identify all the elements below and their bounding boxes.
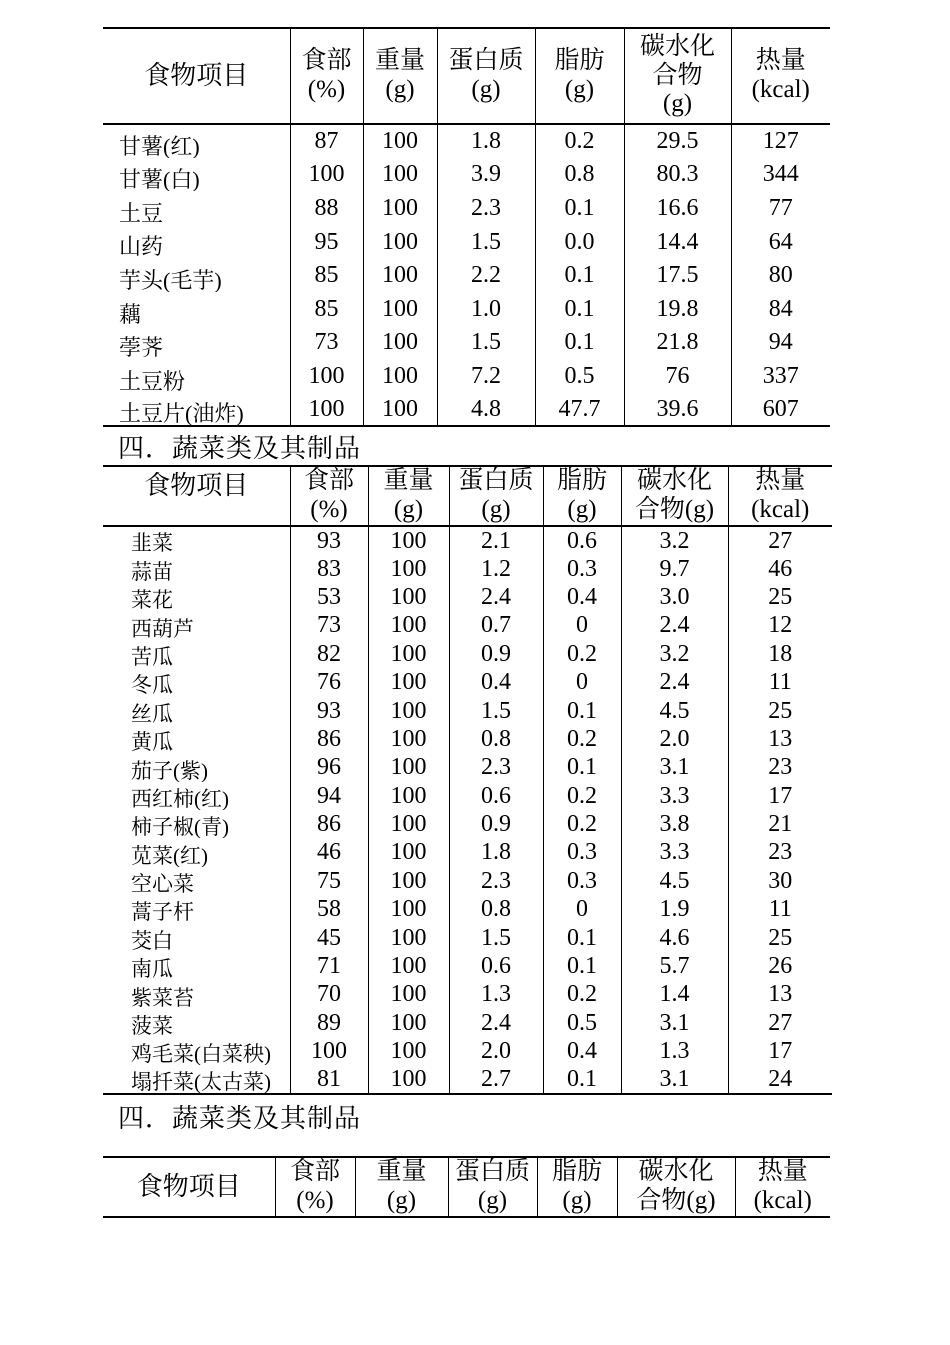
edible-portion-cell: 83 xyxy=(290,554,368,582)
energy-cell: 13 xyxy=(728,725,832,753)
energy-cell: 607 xyxy=(731,393,830,427)
table-row xyxy=(103,583,832,611)
protein-cell: 4.8 xyxy=(437,393,535,427)
energy-cell: 64 xyxy=(731,225,830,259)
food-name-cell: 塌扦菜(太古菜) xyxy=(131,1069,271,1094)
fat-cell: 0.2 xyxy=(543,980,621,1008)
table-row xyxy=(103,782,832,810)
food-name-cell: 苦瓜 xyxy=(131,644,173,668)
weight-cell: 100 xyxy=(368,554,449,582)
food-name-cell: 芋头(毛芋) xyxy=(119,267,222,292)
energy-cell: 11 xyxy=(728,895,832,923)
food-name-cell: 南瓜 xyxy=(131,957,173,981)
energy-cell: 344 xyxy=(731,158,830,192)
edible-portion-cell: 96 xyxy=(290,753,368,781)
fat-cell: 0.2 xyxy=(543,782,621,810)
energy-cell: 94 xyxy=(731,326,830,360)
fat-cell: 0.5 xyxy=(543,1009,621,1037)
fat-cell: 0.2 xyxy=(543,810,621,838)
food-name-cell: 黄瓜 xyxy=(131,730,173,754)
carbohydrate-cell: 3.0 xyxy=(621,583,728,611)
fat-cell: 0.1 xyxy=(535,292,624,326)
table-row xyxy=(103,526,832,554)
protein-cell: 2.0 xyxy=(449,1037,543,1065)
energy-cell: 25 xyxy=(728,583,832,611)
section-title: 四．蔬菜类及其制品 xyxy=(118,1104,362,1133)
header-protein: 蛋白质 (g) xyxy=(437,28,535,124)
weight-cell: 100 xyxy=(363,124,437,158)
food-name-cell: 丝瓜 xyxy=(131,701,173,725)
protein-cell: 0.6 xyxy=(449,952,543,980)
edible-portion-cell: 76 xyxy=(290,668,368,696)
edible-portion-cell: 85 xyxy=(290,258,363,292)
weight-cell: 100 xyxy=(368,867,449,895)
food-name-cell: 冬瓜 xyxy=(131,673,173,697)
carbohydrate-cell: 1.3 xyxy=(621,1037,728,1065)
edible-portion-cell: 100 xyxy=(290,393,363,427)
edible-portion-cell: 46 xyxy=(290,838,368,866)
edible-portion-cell: 82 xyxy=(290,640,368,668)
header-carbohydrate: 碳水化 合物 (g) xyxy=(624,28,731,124)
edible-portion-cell: 88 xyxy=(290,191,363,225)
food-name-cell: 菠菜 xyxy=(131,1014,173,1038)
energy-cell: 80 xyxy=(731,258,830,292)
table-row xyxy=(103,725,832,753)
protein-cell: 2.1 xyxy=(449,526,543,554)
edible-portion-cell: 45 xyxy=(290,923,368,951)
energy-cell: 25 xyxy=(728,923,832,951)
energy-cell: 77 xyxy=(731,191,830,225)
table-body xyxy=(103,124,830,426)
edible-portion-cell: 93 xyxy=(290,696,368,724)
table-row xyxy=(103,292,830,326)
weight-cell: 100 xyxy=(363,258,437,292)
weight-cell: 100 xyxy=(368,753,449,781)
header-weight: 重量 (g) xyxy=(363,28,437,124)
weight-cell: 100 xyxy=(368,923,449,951)
header-food-item: 食物项目 xyxy=(136,1171,241,1201)
food-name-cell: 空心菜 xyxy=(131,872,194,896)
carbohydrate-cell: 3.1 xyxy=(621,1009,728,1037)
fat-cell: 0.3 xyxy=(543,554,621,582)
edible-portion-cell: 86 xyxy=(290,725,368,753)
carbohydrate-cell: 1.9 xyxy=(621,895,728,923)
food-name-cell: 茄子(紫) xyxy=(131,758,208,782)
energy-cell: 84 xyxy=(731,292,830,326)
fat-cell: 0.1 xyxy=(543,1065,621,1093)
fat-cell: 0.4 xyxy=(543,583,621,611)
weight-cell: 100 xyxy=(368,895,449,923)
fat-cell: 0 xyxy=(543,668,621,696)
fat-cell: 0.3 xyxy=(543,838,621,866)
table-row xyxy=(103,1009,832,1037)
protein-cell: 1.5 xyxy=(437,225,535,259)
edible-portion-cell: 100 xyxy=(290,158,363,192)
table-row xyxy=(103,810,832,838)
energy-cell: 21 xyxy=(728,810,832,838)
carbohydrate-cell: 39.6 xyxy=(624,393,731,427)
protein-cell: 2.2 xyxy=(437,258,535,292)
protein-cell: 2.3 xyxy=(449,753,543,781)
weight-cell: 100 xyxy=(368,1037,449,1065)
protein-cell: 0.9 xyxy=(449,810,543,838)
carbohydrate-cell: 4.6 xyxy=(621,923,728,951)
food-name-cell: 蒜苗 xyxy=(131,559,173,583)
header-food-item: 食物项目 xyxy=(103,466,290,526)
food-name-cell: 土豆粉 xyxy=(119,368,186,393)
fat-cell: 0.1 xyxy=(535,191,624,225)
energy-cell: 27 xyxy=(728,526,832,554)
weight-cell: 100 xyxy=(363,292,437,326)
carbohydrate-cell: 76 xyxy=(624,359,731,393)
carbohydrate-cell: 2.4 xyxy=(621,668,728,696)
table-row xyxy=(103,980,832,1008)
header-fat: 脂肪 (g) xyxy=(543,466,621,526)
table-header-row xyxy=(103,28,830,124)
food-name-cell: 藕 xyxy=(119,301,142,326)
fat-cell: 0.5 xyxy=(535,359,624,393)
weight-cell: 100 xyxy=(368,526,449,554)
header-protein: 蛋白质 (g) xyxy=(449,466,543,526)
energy-cell: 18 xyxy=(728,640,832,668)
fat-cell: 0 xyxy=(543,895,621,923)
energy-cell: 30 xyxy=(728,867,832,895)
header-weight: 重量 (g) xyxy=(355,1157,448,1217)
nutrition-table-tubers xyxy=(103,27,830,427)
protein-cell: 2.3 xyxy=(437,191,535,225)
header-energy: 热量 (kcal) xyxy=(735,1157,830,1217)
edible-portion-cell: 85 xyxy=(290,292,363,326)
weight-cell: 100 xyxy=(368,1009,449,1037)
protein-cell: 0.4 xyxy=(449,668,543,696)
weight-cell: 100 xyxy=(368,725,449,753)
header-edible-portion: 食部 (%) xyxy=(275,1157,355,1217)
weight-cell: 100 xyxy=(363,326,437,360)
table-row xyxy=(103,554,832,582)
food-name-cell: 西葫芦 xyxy=(131,616,194,640)
food-name-cell: 鸡毛菜(白菜秧) xyxy=(131,1042,271,1066)
fat-cell: 0.1 xyxy=(543,952,621,980)
carbohydrate-cell: 2.0 xyxy=(621,725,728,753)
table-row xyxy=(103,1065,832,1093)
fat-cell: 0.1 xyxy=(535,258,624,292)
fat-cell: 0 xyxy=(543,611,621,639)
edible-portion-cell: 86 xyxy=(290,810,368,838)
energy-cell: 23 xyxy=(728,753,832,781)
table-row xyxy=(103,753,832,781)
food-name-cell: 山药 xyxy=(119,234,164,259)
carbohydrate-cell: 5.7 xyxy=(621,952,728,980)
energy-cell: 12 xyxy=(728,611,832,639)
protein-cell: 0.7 xyxy=(449,611,543,639)
carbohydrate-cell: 1.4 xyxy=(621,980,728,1008)
protein-cell: 7.2 xyxy=(437,359,535,393)
fat-cell: 0.2 xyxy=(535,124,624,158)
energy-cell: 17 xyxy=(728,782,832,810)
weight-cell: 100 xyxy=(363,359,437,393)
protein-cell: 2.3 xyxy=(449,867,543,895)
protein-cell: 0.9 xyxy=(449,640,543,668)
table-row xyxy=(103,359,830,393)
energy-cell: 337 xyxy=(731,359,830,393)
energy-cell: 46 xyxy=(728,554,832,582)
fat-cell: 0.8 xyxy=(535,158,624,192)
fat-cell: 0.4 xyxy=(543,1037,621,1065)
weight-cell: 100 xyxy=(368,782,449,810)
energy-cell: 11 xyxy=(728,668,832,696)
carbohydrate-cell: 19.8 xyxy=(624,292,731,326)
table-row xyxy=(103,191,830,225)
energy-cell: 26 xyxy=(728,952,832,980)
food-name-cell: 茭白 xyxy=(131,928,173,952)
energy-cell: 25 xyxy=(728,696,832,724)
table-row xyxy=(103,326,830,360)
fat-cell: 0.0 xyxy=(535,225,624,259)
weight-cell: 100 xyxy=(363,191,437,225)
weight-cell: 100 xyxy=(363,158,437,192)
header-energy: 热量 (kcal) xyxy=(731,28,830,124)
fat-cell: 0.1 xyxy=(543,696,621,724)
carbohydrate-cell: 3.1 xyxy=(621,1065,728,1093)
energy-cell: 17 xyxy=(728,1037,832,1065)
food-name-cell: 紫菜苔 xyxy=(131,985,194,1009)
header-fat: 脂肪 (g) xyxy=(537,1157,617,1217)
table-row xyxy=(103,668,832,696)
weight-cell: 100 xyxy=(363,393,437,427)
food-name-cell: 土豆 xyxy=(119,200,164,225)
food-name-cell: 荸荠 xyxy=(119,335,164,360)
table-row xyxy=(103,952,832,980)
carbohydrate-cell: 3.3 xyxy=(621,782,728,810)
food-name-cell: 菜花 xyxy=(131,588,173,612)
weight-cell: 100 xyxy=(368,696,449,724)
fat-cell: 0.3 xyxy=(543,867,621,895)
nutrition-table-vegetables xyxy=(103,465,832,1095)
carbohydrate-cell: 4.5 xyxy=(621,696,728,724)
food-name-cell: 土豆片(油炸) xyxy=(119,401,244,427)
weight-cell: 100 xyxy=(368,611,449,639)
edible-portion-cell: 100 xyxy=(290,359,363,393)
protein-cell: 1.8 xyxy=(449,838,543,866)
carbohydrate-cell: 3.3 xyxy=(621,838,728,866)
weight-cell: 100 xyxy=(368,583,449,611)
table-row xyxy=(103,696,832,724)
table-row xyxy=(103,1037,832,1065)
weight-cell: 100 xyxy=(363,225,437,259)
carbohydrate-cell: 4.5 xyxy=(621,867,728,895)
protein-cell: 1.2 xyxy=(449,554,543,582)
edible-portion-cell: 95 xyxy=(290,225,363,259)
carbohydrate-cell: 14.4 xyxy=(624,225,731,259)
header-carbohydrate: 碳水化 合物(g) xyxy=(621,466,728,526)
fat-cell: 0.6 xyxy=(543,526,621,554)
edible-portion-cell: 71 xyxy=(290,952,368,980)
protein-cell: 0.8 xyxy=(449,725,543,753)
protein-cell: 2.4 xyxy=(449,1009,543,1037)
edible-portion-cell: 73 xyxy=(290,611,368,639)
carbohydrate-cell: 3.8 xyxy=(621,810,728,838)
carbohydrate-cell: 17.5 xyxy=(624,258,731,292)
weight-cell: 100 xyxy=(368,640,449,668)
table-row xyxy=(103,923,832,951)
protein-cell: 0.6 xyxy=(449,782,543,810)
weight-cell: 100 xyxy=(368,1065,449,1093)
table-row xyxy=(103,611,832,639)
food-name-cell: 甘薯(红) xyxy=(119,133,200,158)
fat-cell: 0.2 xyxy=(543,640,621,668)
fat-cell: 0.1 xyxy=(543,753,621,781)
header-edible-portion: 食部 (%) xyxy=(290,28,363,124)
nutrition-table-vegetables-continued xyxy=(103,1156,830,1218)
table-body xyxy=(103,526,832,1094)
protein-cell: 0.8 xyxy=(449,895,543,923)
edible-portion-cell: 87 xyxy=(290,124,363,158)
protein-cell: 1.3 xyxy=(449,980,543,1008)
protein-cell: 3.9 xyxy=(437,158,535,192)
food-name-cell: 苋菜(红) xyxy=(131,843,208,867)
protein-cell: 1.8 xyxy=(437,124,535,158)
energy-cell: 127 xyxy=(731,124,830,158)
carbohydrate-cell: 80.3 xyxy=(624,158,731,192)
edible-portion-cell: 73 xyxy=(290,326,363,360)
table-row xyxy=(103,895,832,923)
protein-cell: 1.5 xyxy=(449,696,543,724)
protein-cell: 1.5 xyxy=(449,923,543,951)
weight-cell: 100 xyxy=(368,810,449,838)
carbohydrate-cell: 9.7 xyxy=(621,554,728,582)
edible-portion-cell: 53 xyxy=(290,583,368,611)
weight-cell: 100 xyxy=(368,838,449,866)
protein-cell: 2.4 xyxy=(449,583,543,611)
energy-cell: 23 xyxy=(728,838,832,866)
protein-cell: 1.5 xyxy=(437,326,535,360)
protein-cell: 2.7 xyxy=(449,1065,543,1093)
table-row xyxy=(103,258,830,292)
header-weight: 重量 (g) xyxy=(368,466,449,526)
header-protein: 蛋白质 (g) xyxy=(448,1157,537,1217)
food-name-cell: 柿子椒(青) xyxy=(131,815,229,839)
carbohydrate-cell: 3.2 xyxy=(621,640,728,668)
header-carbohydrate: 碳水化 合物(g) xyxy=(617,1157,735,1217)
header-food-item: 食物项目 xyxy=(103,28,290,124)
edible-portion-cell: 70 xyxy=(290,980,368,1008)
food-name-cell: 甘薯(白) xyxy=(119,167,200,192)
section-title: 四．蔬菜类及其制品 xyxy=(118,434,362,463)
food-name-cell: 蒿子杆 xyxy=(131,900,194,924)
edible-portion-cell: 75 xyxy=(290,867,368,895)
weight-cell: 100 xyxy=(368,952,449,980)
carbohydrate-cell: 21.8 xyxy=(624,326,731,360)
edible-portion-cell: 58 xyxy=(290,895,368,923)
edible-portion-cell: 89 xyxy=(290,1009,368,1037)
carbohydrate-cell: 16.6 xyxy=(624,191,731,225)
energy-cell: 27 xyxy=(728,1009,832,1037)
fat-cell: 47.7 xyxy=(535,393,624,427)
fat-cell: 0.1 xyxy=(535,326,624,360)
carbohydrate-cell: 3.2 xyxy=(621,526,728,554)
table-row xyxy=(103,838,832,866)
carbohydrate-cell: 3.1 xyxy=(621,753,728,781)
header-energy: 热量 (kcal) xyxy=(728,466,832,526)
header-fat: 脂肪 (g) xyxy=(535,28,624,124)
weight-cell: 100 xyxy=(368,980,449,1008)
header-edible-portion: 食部 (%) xyxy=(290,466,368,526)
table-row xyxy=(103,640,832,668)
protein-cell: 1.0 xyxy=(437,292,535,326)
table-row xyxy=(103,158,830,192)
weight-cell: 100 xyxy=(368,668,449,696)
food-name-cell: 西红柿(红) xyxy=(131,786,229,810)
food-name-cell: 韭菜 xyxy=(131,531,173,555)
fat-cell: 0.2 xyxy=(543,725,621,753)
edible-portion-cell: 93 xyxy=(290,526,368,554)
energy-cell: 24 xyxy=(728,1065,832,1093)
fat-cell: 0.1 xyxy=(543,923,621,951)
carbohydrate-cell: 29.5 xyxy=(624,124,731,158)
table-header-row xyxy=(103,466,832,526)
edible-portion-cell: 100 xyxy=(290,1037,368,1065)
edible-portion-cell: 94 xyxy=(290,782,368,810)
carbohydrate-cell: 2.4 xyxy=(621,611,728,639)
table-row xyxy=(103,225,830,259)
edible-portion-cell: 81 xyxy=(290,1065,368,1093)
table-row xyxy=(103,393,830,427)
table-row xyxy=(103,124,830,158)
table-header-row xyxy=(103,1157,830,1217)
table-row xyxy=(103,867,832,895)
energy-cell: 13 xyxy=(728,980,832,1008)
